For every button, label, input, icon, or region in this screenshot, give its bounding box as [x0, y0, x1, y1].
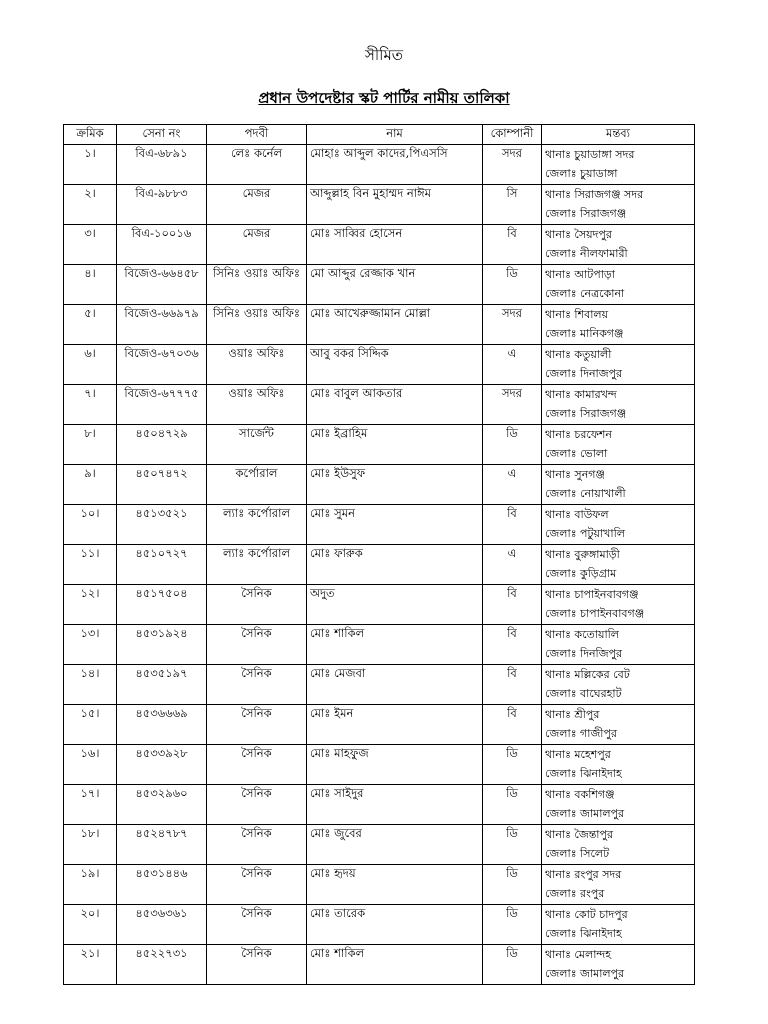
cell-rank: ওয়াঃ অফিঃ [207, 345, 307, 385]
cell-serial: ৪। [64, 265, 117, 305]
cell-remarks [542, 505, 695, 545]
table-row [64, 145, 695, 185]
cell-serial: ৯। [64, 465, 117, 505]
cell-company: ডি [483, 865, 542, 905]
remarks-thana: থানাঃ সিরাজগঞ্জ সদর [545, 188, 644, 201]
cell-serial: ১২। [64, 585, 117, 625]
cell-rank: মেজর [207, 225, 307, 265]
cell-name: মোঃ ইমন [307, 705, 483, 745]
cell-name: মোঃ মাহফুজ [307, 745, 483, 785]
remarks-thana: থানাঃ বকশিগঞ্জ [545, 788, 615, 801]
remarks-district: জেলাঃ সিলেট [545, 847, 610, 860]
cell-rank: সৈনিক [207, 945, 307, 985]
table-row [64, 425, 695, 465]
cell-rank: সৈনিক [207, 585, 307, 625]
cell-rank: ওয়াঃ অফিঃ [207, 385, 307, 425]
cell-army-number: ৪৫৩৬৩৬১ [117, 905, 207, 945]
cell-company: ডি [483, 425, 542, 465]
cell-company: সি [483, 185, 542, 225]
remarks-district: জেলাঃ ঝিনাইদাহ [545, 927, 622, 940]
cell-rank: কর্পোরাল [207, 465, 307, 505]
cell-army-number: বিজেও-৬৭৭৭৫ [117, 385, 207, 425]
cell-serial: ২। [64, 185, 117, 225]
cell-remarks [542, 425, 695, 465]
table-row [64, 945, 695, 985]
cell-rank: সৈনিক [207, 865, 307, 905]
cell-name: মোঃ বাবুল আকতার [307, 385, 483, 425]
cell-army-number: ৪৫১০৭২৭ [117, 545, 207, 585]
cell-serial: ১৬। [64, 745, 117, 785]
cell-company: ডি [483, 745, 542, 785]
escort-party-table [63, 124, 695, 985]
table-row [64, 785, 695, 825]
remarks-thana: থানাঃ চুয়াডাঙ্গা সদর [545, 148, 635, 161]
header-remarks: মন্তব্য [542, 125, 695, 145]
cell-serial: ৭। [64, 385, 117, 425]
header-row [64, 125, 695, 145]
cell-rank: সৈনিক [207, 705, 307, 745]
cell-serial: ১৩। [64, 625, 117, 665]
cell-army-number: ৪৫১৩৫২১ [117, 505, 207, 545]
cell-serial: ১০। [64, 505, 117, 545]
cell-army-number: ৪৫০৭৪৭২ [117, 465, 207, 505]
cell-army-number: বিএ-১০০১৬ [117, 225, 207, 265]
cell-company: বি [483, 705, 542, 745]
table-row [64, 705, 695, 745]
remarks-thana: থানাঃ শ্রীপুর [545, 708, 600, 721]
cell-name: মোহাঃ আব্দুল কাদের,পিএসসি [307, 145, 483, 185]
cell-serial: ১৮। [64, 825, 117, 865]
cell-name: মোঃ মেজবা [307, 665, 483, 705]
cell-rank: লেঃ কর্নেল [207, 145, 307, 185]
table-body [64, 145, 695, 985]
cell-remarks [542, 745, 695, 785]
cell-company: বি [483, 665, 542, 705]
cell-army-number: ৪৫২২৭৩১ [117, 945, 207, 985]
remarks-thana: থানাঃ আটপাড়া [545, 268, 615, 281]
remarks-thana: থানাঃ কতুয়ালী [545, 348, 612, 361]
table-row [64, 505, 695, 545]
classification-label: সীমিত [364, 46, 404, 64]
cell-rank: সিনিঃ ওয়াঃ অফিঃ [207, 305, 307, 345]
cell-rank: সৈনিক [207, 625, 307, 665]
remarks-thana: থানাঃ কোট চাদপুর [545, 908, 628, 921]
cell-remarks [542, 865, 695, 905]
cell-name: মোঃ সাইদুর [307, 785, 483, 825]
cell-serial: ৩। [64, 225, 117, 265]
cell-name: মো আব্দুর রেজ্জাক খান [307, 265, 483, 305]
table-row [64, 305, 695, 345]
remarks-district: জেলাঃ সিরাজগঞ্জ [545, 207, 627, 220]
table-row [64, 625, 695, 665]
cell-company: ডি [483, 785, 542, 825]
cell-company: সদর [483, 145, 542, 185]
cell-remarks [542, 825, 695, 865]
cell-remarks [542, 705, 695, 745]
cell-company: ডি [483, 265, 542, 305]
cell-serial: ৬। [64, 345, 117, 385]
cell-remarks [542, 785, 695, 825]
cell-army-number: ৪৫৩১৯২৪ [117, 625, 207, 665]
remarks-thana: থানাঃ চাপাইনবাবগঞ্জ [545, 588, 639, 601]
remarks-district: জেলাঃ সিরাজগঞ্জ [545, 407, 627, 420]
remarks-district: জেলাঃ বাঘেরহাট [545, 687, 622, 700]
remarks-thana: থানাঃ মহেশপুর [545, 748, 611, 761]
remarks-district: জেলাঃ গাজীপুর [545, 727, 617, 740]
cell-army-number: ৪৫৩৫১৯৭ [117, 665, 207, 705]
cell-rank: সৈনিক [207, 905, 307, 945]
cell-remarks [542, 945, 695, 985]
cell-serial: ২১। [64, 945, 117, 985]
cell-name: অদুত [307, 585, 483, 625]
table-row [64, 865, 695, 905]
cell-remarks [542, 225, 695, 265]
table-row [64, 905, 695, 945]
cell-rank: মেজর [207, 185, 307, 225]
remarks-district: জেলাঃ রংপুর [545, 887, 605, 900]
cell-serial: ২০। [64, 905, 117, 945]
cell-name: মোঃ সাব্বির হোসেন [307, 225, 483, 265]
cell-company: এ [483, 545, 542, 585]
remarks-district: জেলাঃ দিনজিপুর [545, 647, 623, 660]
remarks-district: জেলাঃ ভোলা [545, 447, 608, 460]
cell-rank: সৈনিক [207, 825, 307, 865]
cell-company: ডি [483, 905, 542, 945]
document-title [0, 87, 768, 112]
cell-rank: ল্যাঃ কর্পোরাল [207, 545, 307, 585]
cell-company: বি [483, 585, 542, 625]
cell-company: বি [483, 505, 542, 545]
table-row [64, 545, 695, 585]
cell-army-number: বিএ-৯৮৮৩ [117, 185, 207, 225]
cell-rank: সৈনিক [207, 665, 307, 705]
remarks-thana: থানাঃ রংপুর সদর [545, 868, 622, 881]
cell-name: মোঃ জুবের [307, 825, 483, 865]
cell-serial: ১৯। [64, 865, 117, 905]
table-header [64, 125, 695, 145]
cell-remarks [542, 905, 695, 945]
cell-serial: ১৭। [64, 785, 117, 825]
cell-name: আব্দুল্লাহ বিন মুহাম্মদ নাঈম [307, 185, 483, 225]
table-row [64, 585, 695, 625]
cell-rank: সিনিঃ ওয়াঃ অফিঃ [207, 265, 307, 305]
cell-army-number: বিজেও-৬৬৯৭৯ [117, 305, 207, 345]
remarks-district: জেলাঃ পটুয়াখালি [545, 527, 625, 540]
remarks-district: জেলাঃ কুড়িগ্রাম [545, 567, 617, 580]
cell-serial: ১৫। [64, 705, 117, 745]
cell-army-number: বিএ-৬৮৯১ [117, 145, 207, 185]
cell-army-number: ৪৫৩৩৯২৮ [117, 745, 207, 785]
cell-army-number: বিজেও-৬৭০৩৬ [117, 345, 207, 385]
remarks-thana: থানাঃ মেলান্দহ [545, 948, 611, 961]
cell-rank: সার্জেন্ট [207, 425, 307, 465]
cell-name: মোঃ ইউসুফ [307, 465, 483, 505]
cell-serial: ১১। [64, 545, 117, 585]
remarks-district: জেলাঃ জামালপুর [545, 967, 625, 980]
cell-company: বি [483, 625, 542, 665]
cell-company: ডি [483, 945, 542, 985]
cell-remarks [542, 665, 695, 705]
header-army-number: সেনা নং [117, 125, 207, 145]
remarks-district: জেলাঃ চুয়াডাঙ্গা [545, 167, 618, 180]
cell-army-number: ৪৫৩২৯৬০ [117, 785, 207, 825]
cell-serial: ১। [64, 145, 117, 185]
cell-remarks [542, 625, 695, 665]
cell-company: সদর [483, 385, 542, 425]
cell-serial: ৫। [64, 305, 117, 345]
cell-rank: সৈনিক [207, 785, 307, 825]
cell-army-number: ৪৫১৭৫০৪ [117, 585, 207, 625]
cell-remarks [542, 305, 695, 345]
header-rank: পদবী [207, 125, 307, 145]
cell-remarks [542, 185, 695, 225]
cell-remarks [542, 545, 695, 585]
cell-name: মোঃ হৃদয় [307, 865, 483, 905]
remarks-district: জেলাঃ নীলফামারী [545, 247, 628, 260]
cell-name: আবু বকর সিদ্দিক [307, 345, 483, 385]
remarks-thana: থানাঃ মল্লিকের বেট [545, 668, 630, 681]
remarks-district: জেলাঃ নেত্রকোনা [545, 287, 625, 300]
table-row [64, 665, 695, 705]
cell-army-number: ৪৫৩১৪৪৬ [117, 865, 207, 905]
cell-remarks [542, 145, 695, 185]
cell-name: মোঃ আখেরুজ্জামান মোল্লা [307, 305, 483, 345]
table-row [64, 825, 695, 865]
table-row [64, 225, 695, 265]
remarks-district: জেলাঃ নোয়াখালী [545, 487, 626, 500]
remarks-thana: থানাঃ কতোয়ালি [545, 628, 620, 641]
cell-remarks [542, 265, 695, 305]
cell-remarks [542, 385, 695, 425]
cell-army-number: বিজেও-৬৬৪৫৮ [117, 265, 207, 305]
header-name: নাম [307, 125, 483, 145]
remarks-district: জেলাঃ ঝিনাইদাহ [545, 767, 622, 780]
remarks-thana: থানাঃ চরফেশন [545, 428, 612, 441]
remarks-district: জেলাঃ চাপাইনবাবগঞ্জ [545, 607, 645, 620]
remarks-thana: থানাঃ বাউফল [545, 508, 609, 521]
remarks-thana: থানাঃ সুনগঞ্জ [545, 468, 605, 481]
table-row [64, 345, 695, 385]
table-row [64, 385, 695, 425]
cell-company: এ [483, 345, 542, 385]
table-row [64, 745, 695, 785]
cell-company: বি [483, 225, 542, 265]
cell-name: মোঃ সুমন [307, 505, 483, 545]
cell-rank: সৈনিক [207, 745, 307, 785]
cell-army-number: ৪৫২৪৭৮৭ [117, 825, 207, 865]
remarks-thana: থানাঃ সৈয়দপুর [545, 228, 612, 241]
cell-name: মোঃ শাকিল [307, 625, 483, 665]
document-title-text: প্রধান উপদেষ্টার স্কট পার্টির নামীয় তালিকা [258, 89, 510, 107]
cell-serial: ১৪। [64, 665, 117, 705]
remarks-thana: থানাঃ বুরুঙ্গামাড়ী [545, 548, 620, 561]
cell-company: এ [483, 465, 542, 505]
table-row [64, 185, 695, 225]
cell-name: মোঃ তারেক [307, 905, 483, 945]
table-row [64, 465, 695, 505]
table-row [64, 265, 695, 305]
remarks-thana: থানাঃ জৈন্তাপুর [545, 828, 614, 841]
remarks-thana: থানাঃ শিবালয় [545, 308, 609, 321]
remarks-district: জেলাঃ মানিকগঞ্জ [545, 327, 624, 340]
cell-serial: ৮। [64, 425, 117, 465]
cell-army-number: ৪৫৩৬৬৬৯ [117, 705, 207, 745]
cell-name: মোঃ ইব্রাহিম [307, 425, 483, 465]
cell-remarks [542, 585, 695, 625]
cell-name: মোঃ শাকিল [307, 945, 483, 985]
remarks-thana: থানাঃ কামারখন্দ [545, 388, 617, 401]
cell-army-number: ৪৫০৪৭২৯ [117, 425, 207, 465]
remarks-district: জেলাঃ দিনাজপুর [545, 367, 623, 380]
header-company: কোম্পানী [483, 125, 542, 145]
remarks-district: জেলাঃ জামালপুর [545, 807, 625, 820]
cell-name: মোঃ ফারুক [307, 545, 483, 585]
cell-company: ডি [483, 825, 542, 865]
cell-remarks [542, 465, 695, 505]
cell-rank: ল্যাঃ কর্পোরাল [207, 505, 307, 545]
header-serial: ক্রমিক [64, 125, 117, 145]
cell-company: সদর [483, 305, 542, 345]
cell-remarks [542, 345, 695, 385]
